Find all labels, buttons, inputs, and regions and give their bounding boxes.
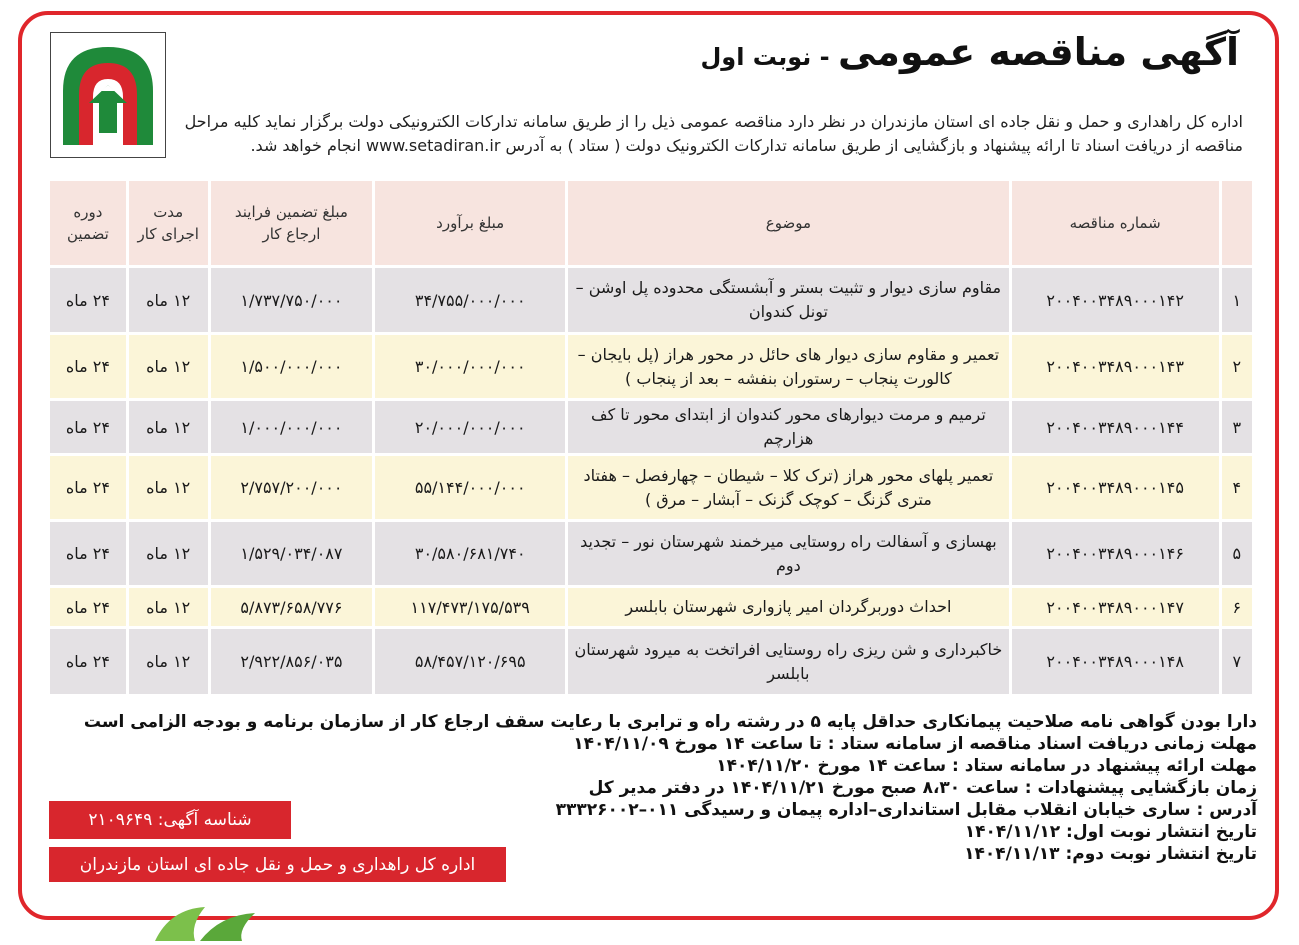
tender-number: ۲۰۰۴۰۰۳۴۸۹۰۰۰۱۴۸ (1012, 629, 1219, 694)
row-index: ۶ (1222, 588, 1252, 626)
work-duration: ۱۲ ماه (129, 456, 208, 519)
tender-table (47, 178, 1255, 697)
work-duration: ۱۲ ماه (129, 268, 208, 332)
guarantee-amount: ۵/۸۷۳/۶۵۸/۷۷۶ (211, 588, 373, 626)
guarantee-amount: ۱/۷۳۷/۷۵۰/۰۰۰ (211, 268, 373, 332)
tender-subject: خاکبرداری و شن ریزی راه روستایی افراتخت به میرود شهرستان بابلسر (568, 629, 1008, 694)
warranty-period: ۲۴ ماه (50, 401, 126, 453)
warranty-period: ۲۴ ماه (50, 335, 126, 398)
table-row (50, 588, 1252, 626)
tender-subject: بهسازی و آسفالت راه روستایی میرخمند شهرستان نور – تجدید دوم (568, 522, 1008, 585)
table-row (50, 456, 1252, 519)
condition-opening-time: زمان بازگشایی پیشنهادات : ساعت ۸،۳۰ صبح مورخ ۱۴۰۴/۱۱/۲۱ در دفتر مدیر کل (588, 778, 1257, 798)
title-sub: - نوبت اول (700, 43, 838, 71)
table-row (50, 629, 1252, 694)
tender-number: ۲۰۰۴۰۰۳۴۸۹۰۰۰۱۴۳ (1012, 335, 1219, 398)
guarantee-amount: ۱/۰۰۰/۰۰۰/۰۰۰ (211, 401, 373, 453)
estimate-amount: ۲۰/۰۰۰/۰۰۰/۰۰۰ (375, 401, 565, 453)
table-row (50, 335, 1252, 398)
tender-number: ۲۰۰۴۰۰۳۴۸۹۰۰۰۱۴۶ (1012, 522, 1219, 585)
warranty-period: ۲۴ ماه (50, 268, 126, 332)
row-index: ۳ (1222, 401, 1252, 453)
work-duration: ۱۲ ماه (129, 522, 208, 585)
guarantee-amount: ۲/۷۵۷/۲۰۰/۰۰۰ (211, 456, 373, 519)
green-leaf-icon (150, 905, 260, 941)
conditions-section (84, 711, 1257, 865)
work-duration: ۱۲ ماه (129, 401, 208, 453)
header-subject: موضوع (568, 181, 1008, 265)
work-duration: ۱۲ ماه (129, 588, 208, 626)
condition-bid-deadline: مهلت ارائه پیشنهاد در سامانه ستاد : ساعت ۱۴ مورخ ۱۴۰۴/۱۱/۲۰ (716, 756, 1257, 776)
tender-subject: ترمیم و مرمت دیوارهای محور کندوان از ابتدای محور تا کف هزارچم (568, 401, 1008, 453)
tender-subject: مقاوم سازی دیوار و تثبیت بستر و آبشستگی محدوده پل اوشن – تونل کندوان (568, 268, 1008, 332)
row-index: ۷ (1222, 629, 1252, 694)
estimate-amount: ۳۰/۰۰۰/۰۰۰/۰۰۰ (375, 335, 565, 398)
row-index: ۵ (1222, 522, 1252, 585)
guarantee-amount: ۱/۵۰۰/۰۰۰/۰۰۰ (211, 335, 373, 398)
intro-line-2: مناقصه از دریافت اسناد تا ارائه پیشنهاد و بازگشایی از طریق سامانه تدارکات الکترونیک دولت ( ستاد ) به آدرس www.setadiran.ir انجام خواهد شد. (250, 136, 1243, 155)
road-maintenance-logo-icon (50, 32, 166, 158)
table-row (50, 522, 1252, 585)
title-main: آگهی مناقصه عمومی (837, 30, 1239, 74)
header-number: شماره مناقصه (1012, 181, 1219, 265)
header-warranty: دوره تضمین (50, 181, 126, 265)
tender-subject: احداث دوربرگردان امیر پازواری شهرستان بابلسر (568, 588, 1008, 626)
intro-line-1: اداره کل راهداری و حمل و نقل جاده ای استان مازندران در نظر دارد مناقصه عمومی ذیل را از طریق سامانه تدارکات الکترونیکی دولت برگزار نماید کلیه مراحل (184, 112, 1243, 131)
intro-paragraph (153, 110, 1243, 158)
organization-badge: اداره کل راهداری و حمل و نقل جاده ای استان مازندران (49, 847, 506, 882)
second-publish-date: تاریخ انتشار نوبت دوم: ۱۴۰۴/۱۱/۱۳ (964, 844, 1257, 864)
work-duration: ۱۲ ماه (129, 335, 208, 398)
notice-id-badge: شناسه آگهی: ۲۱۰۹۶۴۹ (49, 801, 291, 839)
warranty-period: ۲۴ ماه (50, 629, 126, 694)
first-publish-date: تاریخ انتشار نوبت اول: ۱۴۰۴/۱۱/۱۲ (964, 822, 1257, 842)
row-index: ۴ (1222, 456, 1252, 519)
header-guarantee: مبلغ تضمین فرایند ارجاع کار (211, 181, 373, 265)
guarantee-amount: ۱/۵۲۹/۰۳۴/۰۸۷ (211, 522, 373, 585)
guarantee-amount: ۲/۹۲۲/۸۵۶/۰۳۵ (211, 629, 373, 694)
table-header-row (50, 181, 1252, 265)
warranty-period: ۲۴ ماه (50, 588, 126, 626)
estimate-amount: ۵۵/۱۴۴/۰۰۰/۰۰۰ (375, 456, 565, 519)
estimate-amount: ۳۴/۷۵۵/۰۰۰/۰۰۰ (375, 268, 565, 332)
tender-number: ۲۰۰۴۰۰۳۴۸۹۰۰۰۱۴۵ (1012, 456, 1219, 519)
header-duration: مدت اجرای کار (129, 181, 208, 265)
tender-number: ۲۰۰۴۰۰۳۴۸۹۰۰۰۱۴۴ (1012, 401, 1219, 453)
header-index (1222, 181, 1252, 265)
row-index: ۱ (1222, 268, 1252, 332)
page-title (700, 30, 1239, 74)
warranty-period: ۲۴ ماه (50, 456, 126, 519)
work-duration: ۱۲ ماه (129, 629, 208, 694)
estimate-amount: ۳۰/۵۸۰/۶۸۱/۷۴۰ (375, 522, 565, 585)
tender-subject: تعمیر پلهای محور هراز (ترک کلا – شیطان – چهارفصل – هفتاد متری گزنگ – کوچک گزنک – آبشار – مرق ) (568, 456, 1008, 519)
estimate-amount: ۵۸/۴۵۷/۱۲۰/۶۹۵ (375, 629, 565, 694)
row-index: ۲ (1222, 335, 1252, 398)
condition-documents-deadline: مهلت زمانی دریافت اسناد مناقصه از سامانه ستاد : تا ساعت ۱۴ مورخ ۱۴۰۴/۱۱/۰۹ (573, 734, 1257, 754)
condition-address: آدرس : ساری خیابان انقلاب مقابل استانداری–اداره پیمان و رسیدگی ۰۱۱–۳۳۳۲۶۰۰۲ (555, 800, 1257, 820)
estimate-amount: ۱۱۷/۴۷۳/۱۷۵/۵۳۹ (375, 588, 565, 626)
warranty-period: ۲۴ ماه (50, 522, 126, 585)
tender-number: ۲۰۰۴۰۰۳۴۸۹۰۰۰۱۴۲ (1012, 268, 1219, 332)
table-row (50, 268, 1252, 332)
table-row (50, 401, 1252, 453)
condition-qualification: دارا بودن گواهی نامه صلاحیت پیمانکاری حداقل پایه ۵ در رشته راه و ترابری با رعایت سقف ارجاع کار از سازمان برنامه و بودجه الزامی است (83, 712, 1257, 732)
tender-subject: تعمیر و مقاوم سازی دیوار های حائل در محور هراز (پل بایجان – کالورت پنجاب – رستوران بنفشه – بعد از پنجاب ) (568, 335, 1008, 398)
tender-number: ۲۰۰۴۰۰۳۴۸۹۰۰۰۱۴۷ (1012, 588, 1219, 626)
header-estimate: مبلغ برآورد (375, 181, 565, 265)
